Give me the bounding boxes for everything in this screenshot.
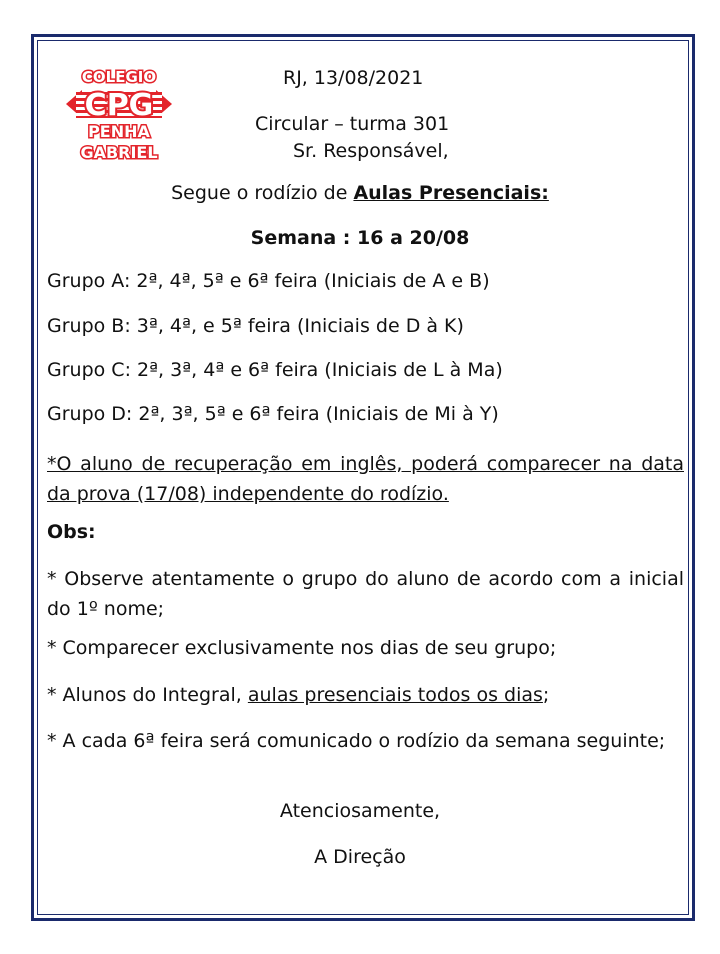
group-d: Grupo D: 2ª, 3ª, 5ª e 6ª feira (Iniciais de Mi à Y) xyxy=(47,403,499,425)
recovery-note: *O aluno de recuperação em inglês, poderá comparecer na data da prova (17/08) independente do rodízio. xyxy=(47,453,684,505)
logo-text-colegio: COLEGIO xyxy=(81,68,157,86)
obs-item-3-prefix: * Alunos do Integral, xyxy=(47,684,248,706)
obs-item-1: * Observe atentamente o grupo do aluno de acordo com a inicial do 1º nome; xyxy=(47,568,684,620)
obs-item-3 xyxy=(47,683,549,707)
closing-signature: A Direção xyxy=(314,846,406,868)
group-c: Grupo C: 2ª, 3ª, 4ª e 6ª feira (Iniciais de L à Ma) xyxy=(47,359,503,381)
group-b: Grupo B: 3ª, 4ª, e 5ª feira (Iniciais de D à K) xyxy=(47,315,464,337)
intro-line xyxy=(0,181,720,205)
intro-prefix: Segue o rodízio de xyxy=(171,182,354,204)
intro-highlight: Aulas Presenciais: xyxy=(353,182,549,204)
school-logo xyxy=(64,62,174,166)
obs-item-3-suffix: ; xyxy=(542,684,550,706)
obs-item-4: * A cada 6ª feira será comunicado o rodízio da semana seguinte; xyxy=(47,730,666,752)
logo-text-cpg: CPG xyxy=(84,88,154,123)
logo-text-penha: PENHA xyxy=(88,122,150,141)
obs-title: Obs: xyxy=(47,521,96,543)
group-a: Grupo A: 2ª, 4ª, 5ª e 6ª feira (Iniciais de A e B) xyxy=(47,270,490,292)
header-addressee: Sr. Responsável, xyxy=(293,140,449,162)
obs-item-3-underlined: aulas presenciais todos os dias xyxy=(247,684,543,706)
obs-item-2: * Comparecer exclusivamente nos dias de seu grupo; xyxy=(47,637,557,659)
logo-text-gabriel: GABRIEL xyxy=(80,143,158,162)
header-circular: Circular – turma 301 xyxy=(255,113,450,135)
week-title: Semana : 16 a 20/08 xyxy=(250,227,470,249)
header-date: RJ, 13/08/2021 xyxy=(283,67,424,89)
closing-regards: Atenciosamente, xyxy=(279,800,441,822)
